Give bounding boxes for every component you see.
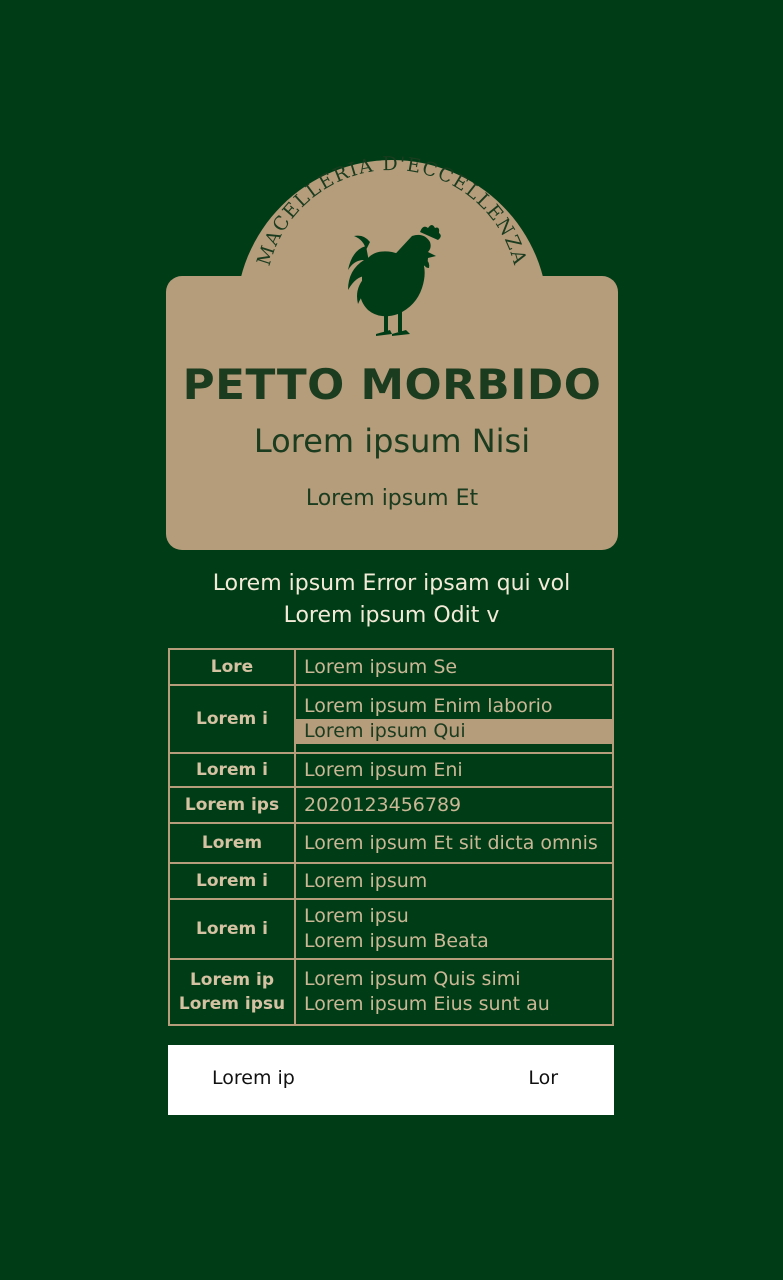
row-value [295, 863, 613, 899]
arch-text-label: MACELLERIA D'ECCELLENZA [252, 152, 532, 269]
table-row [169, 649, 613, 685]
row-value [295, 753, 613, 787]
row-value [295, 959, 613, 1025]
product-subtitle: Lorem ipsum Nisi [253, 422, 531, 460]
row-key-line: Lorem i [196, 871, 268, 891]
table-row [169, 823, 613, 863]
row-key [169, 787, 295, 823]
row-key-line: Lorem ipsu [178, 994, 286, 1014]
row-key [169, 899, 295, 959]
row-value [295, 787, 613, 823]
row-key-line: Lore [210, 657, 254, 677]
row-value [295, 899, 613, 959]
table-row [169, 753, 613, 787]
rooster-icon [340, 222, 444, 342]
row-key-line: Lorem i [196, 760, 268, 780]
row-value [295, 823, 613, 863]
product-small-line: Lorem ipsum Et [305, 486, 479, 511]
row-value-line: 2020123456789 [304, 793, 462, 816]
row-value-line: Lorem ipsum Enim laborio [304, 695, 553, 717]
row-value [295, 685, 613, 753]
table-row [169, 899, 613, 959]
row-key-line: Lorem ip [189, 970, 275, 990]
row-key [169, 959, 295, 1025]
row-key-line: Lorem ips [184, 795, 280, 815]
table-row [169, 685, 613, 753]
row-value-line: Lorem ipsum Beata [304, 930, 489, 952]
row-value-line: Lorem ipsum Et sit dicta omnis [304, 831, 598, 854]
row-value-line: Lorem ipsum Eius sunt au [304, 993, 550, 1015]
row-value-line: Lorem ipsu [304, 905, 409, 927]
row-value-line: Lorem ipsum Qui [296, 719, 612, 744]
row-value-line: Lorem ipsum [304, 869, 428, 892]
product-name: PETTO MORBIDO [182, 360, 602, 409]
row-key-line: Lorem i [196, 709, 268, 729]
info-table [168, 648, 614, 1026]
footer-right-text: Lor [528, 1067, 558, 1089]
row-value-line: Lorem ipsum Quis simi [304, 968, 521, 990]
row-key [169, 823, 295, 863]
table-row [169, 959, 613, 1025]
row-value-line: Lorem ipsum Se [304, 655, 458, 678]
footer-left-text: Lorem ip [212, 1067, 295, 1089]
description-line-2: Lorem ipsum Odit v [283, 603, 500, 628]
row-value [295, 649, 613, 685]
row-value-line: Lorem ipsum Eni [304, 758, 463, 781]
row-key [169, 863, 295, 899]
description [100, 568, 683, 632]
table-row [169, 787, 613, 823]
table-row [169, 863, 613, 899]
row-key-line: Lorem [201, 833, 263, 853]
row-key [169, 649, 295, 685]
footer-bar [168, 1045, 614, 1115]
row-key [169, 685, 295, 753]
row-key-line: Lorem i [196, 919, 268, 939]
description-line-1: Lorem ipsum Error ipsam qui vol [212, 571, 571, 596]
row-key [169, 753, 295, 787]
